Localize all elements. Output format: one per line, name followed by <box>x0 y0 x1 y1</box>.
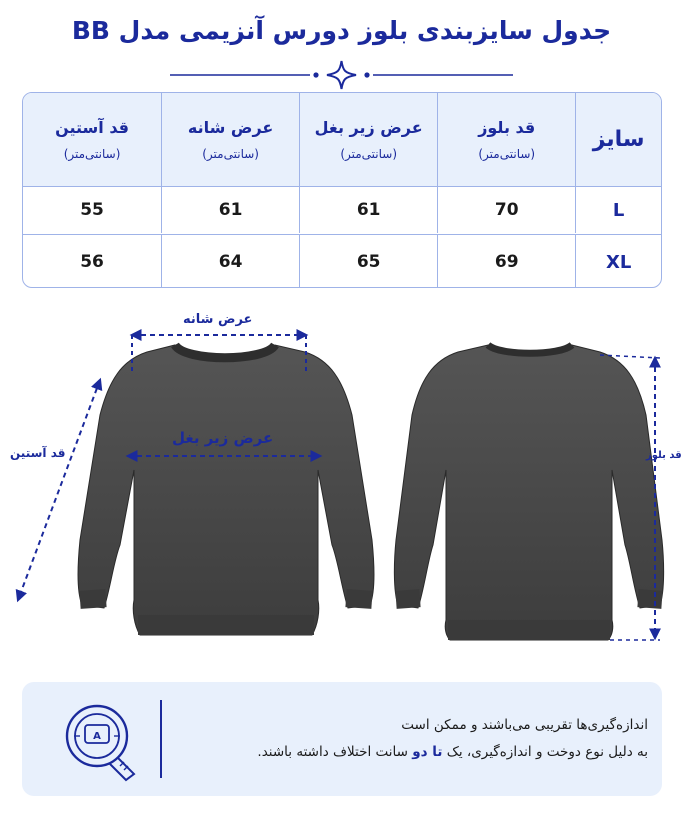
table-row <box>23 186 661 233</box>
note-text <box>178 712 648 766</box>
row-length: 69 <box>437 235 575 288</box>
note-line-1: اندازه‌گیری‌ها تقریبی می‌باشند و ممکن است <box>401 717 648 733</box>
row-sleeve: 55 <box>80 200 104 220</box>
sleeve-label: قد آستین <box>10 446 66 460</box>
shoulder-label: عرض شانه <box>183 312 253 327</box>
front-sweatshirt <box>78 345 374 635</box>
table-header-row <box>23 93 661 186</box>
row-length: 70 <box>437 187 575 233</box>
page-title: جدول سایزبندی بلوز دورس آنزیمی مدل BB <box>71 16 612 45</box>
header-size: سایز <box>575 93 661 186</box>
row-sleeve: 56 <box>80 252 104 272</box>
row-armpit: 65 <box>299 235 437 288</box>
note-divider <box>160 700 162 778</box>
garment-diagram <box>0 300 683 660</box>
header-sleeve: قد آستین (سانتی‌متر) <box>55 118 130 161</box>
row-shoulder: 61 <box>161 187 299 233</box>
note-box <box>22 682 662 796</box>
table-row <box>23 234 661 288</box>
title-ornament <box>170 58 513 92</box>
row-armpit: 61 <box>299 187 437 233</box>
tape-measure-icon <box>52 696 142 782</box>
armpit-label: عرض زیر بغل <box>172 429 274 447</box>
row-size: XL <box>575 235 661 288</box>
row-shoulder: 64 <box>161 235 299 288</box>
back-sweatshirt <box>394 345 663 640</box>
length-label: قد بلوز <box>646 450 682 461</box>
header-length: قد بلوز (سانتی‌متر) <box>437 93 575 186</box>
svg-text:A: A <box>93 731 101 742</box>
row-size: L <box>575 187 661 233</box>
header-shoulder: عرض شانه (سانتی‌متر) <box>161 93 299 186</box>
size-table <box>22 92 662 288</box>
note-line-2: به دلیل نوع دوخت و اندازه‌گیری، یک تا دو سانت اختلاف داشته باشند. <box>257 744 648 760</box>
sweatshirt-illustration <box>0 300 683 660</box>
header-armpit: عرض زیر بغل (سانتی‌متر) <box>299 93 437 186</box>
